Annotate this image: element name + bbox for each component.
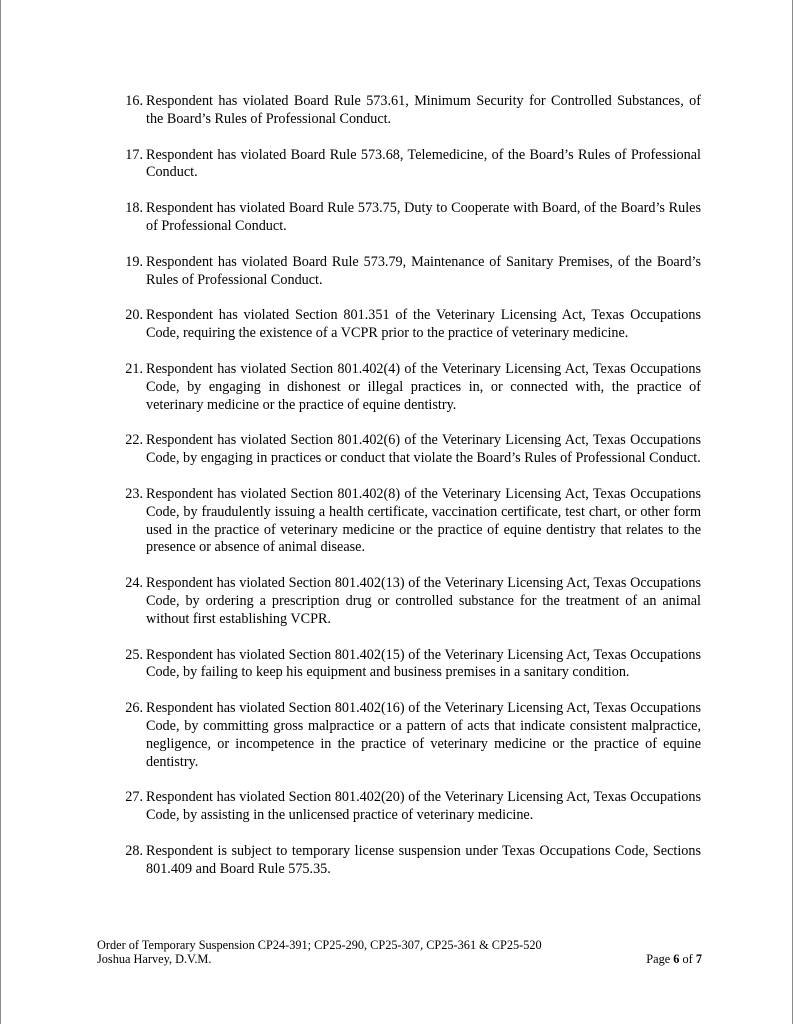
finding-text: Respondent has violated Section 801.351 of the Veterinary Licensing Act, Texas Occupations Code, requiring the existence of a VCPR prior to the practice of veterinary medicine.	[146, 307, 701, 342]
finding-text: Respondent has violated Section 801.402(15) of the Veterinary Licensing Act, Texas Occupations Code, by failing to keep his equipment and business premises in a sanitary condition.	[146, 646, 701, 681]
page-total: 7	[695, 952, 702, 967]
finding-text: Respondent has violated Section 801.402(13) of the Veterinary Licensing Act, Texas Occupations Code, by ordering a prescription drug or controlled substance for the treatment of an animal without first establishing VCPR.	[146, 575, 701, 627]
footer-respondent-name: Joshua Harvey, D.V.M.	[97, 952, 212, 967]
finding-number: 19.	[125, 253, 143, 270]
finding-text: Respondent has violated Section 801.402(4) of the Veterinary Licensing Act, Texas Occupations Code, by engaging in dishonest or illegal practices in, or connected with, the practice of veterinary medicine or the practice of equine dentistry.	[146, 360, 701, 413]
finding-item-17	[113, 147, 701, 183]
finding-item-16	[113, 93, 701, 129]
finding-text: Respondent has violated Board Rule 573.79, Maintenance of Sanitary Premises, of the Board’s Rules of Professional Conduct.	[146, 253, 701, 288]
finding-number: 16.	[125, 93, 143, 109]
page-number	[646, 952, 702, 966]
finding-number: 26.	[125, 700, 143, 717]
page-footer	[97, 938, 702, 966]
page-current: 6	[673, 952, 680, 967]
finding-number: 23.	[125, 485, 143, 502]
finding-text: Respondent has violated Board Rule 573.75, Duty to Cooperate with Board, of the Board’s Rules of Professional Conduct.	[146, 200, 701, 234]
finding-item-22	[113, 432, 701, 468]
finding-item-23	[113, 486, 701, 557]
finding-item-27	[113, 789, 701, 825]
finding-number: 21.	[125, 360, 143, 377]
finding-item-19	[113, 254, 701, 290]
finding-number: 27.	[125, 789, 143, 806]
finding-item-26	[113, 700, 701, 771]
finding-number: 25.	[125, 646, 143, 663]
finding-item-28	[113, 843, 701, 879]
finding-text: Respondent has violated Section 801.402(16) of the Veterinary Licensing Act, Texas Occupations Code, by committing gross malpractice or a pattern of acts that indicate consistent malpractice, negligence, or incompetence in the practice of veterinary medicine or the practice of equine dentistry.	[146, 700, 701, 770]
finding-item-20	[113, 307, 701, 343]
finding-text: Respondent has violated Section 801.402(8) of the Veterinary Licensing Act, Texas Occupations Code, by fraudulently issuing a health certificate, vaccination certificate, test chart, or other form used in the practice of veterinary medicine or the practice of equine dentistry that relates to the presence or absence of animal disease.	[146, 485, 701, 556]
finding-item-21	[113, 361, 701, 414]
footer-order-line: Order of Temporary Suspension CP24-391; CP25-290, CP25-307, CP25-361 & CP25-520	[97, 938, 542, 952]
finding-number: 28.	[125, 842, 143, 859]
finding-text: Respondent has violated Section 801.402(6) of the Veterinary Licensing Act, Texas Occupations Code, by engaging in practices or conduct that violate the Board’s Rules of Professional Conduct.	[146, 432, 701, 467]
page-of: of	[682, 952, 693, 967]
findings-list	[113, 93, 701, 879]
page-word: Page	[646, 952, 671, 967]
finding-text: Respondent has violated Section 801.402(20) of the Veterinary Licensing Act, Texas Occupations Code, by assisting in the unlicensed practice of veterinary medicine.	[146, 789, 701, 824]
finding-number: 18.	[125, 200, 143, 217]
finding-text: Respondent has violated Board Rule 573.61, Minimum Security for Controlled Substances, of the Board’s Rules of Professional Conduct.	[146, 93, 701, 127]
finding-text: Respondent is subject to temporary license suspension under Texas Occupations Code, Sections 801.409 and Board Rule 575.35.	[146, 842, 701, 877]
finding-item-18	[113, 200, 701, 236]
finding-item-25	[113, 647, 701, 683]
finding-text: Respondent has violated Board Rule 573.68, Telemedicine, of the Board’s Rules of Professional Conduct.	[146, 146, 701, 181]
finding-number: 17.	[125, 146, 143, 163]
finding-number: 20.	[125, 307, 143, 324]
finding-number: 24.	[125, 575, 143, 592]
finding-number: 22.	[125, 432, 143, 449]
finding-item-24	[113, 575, 701, 628]
